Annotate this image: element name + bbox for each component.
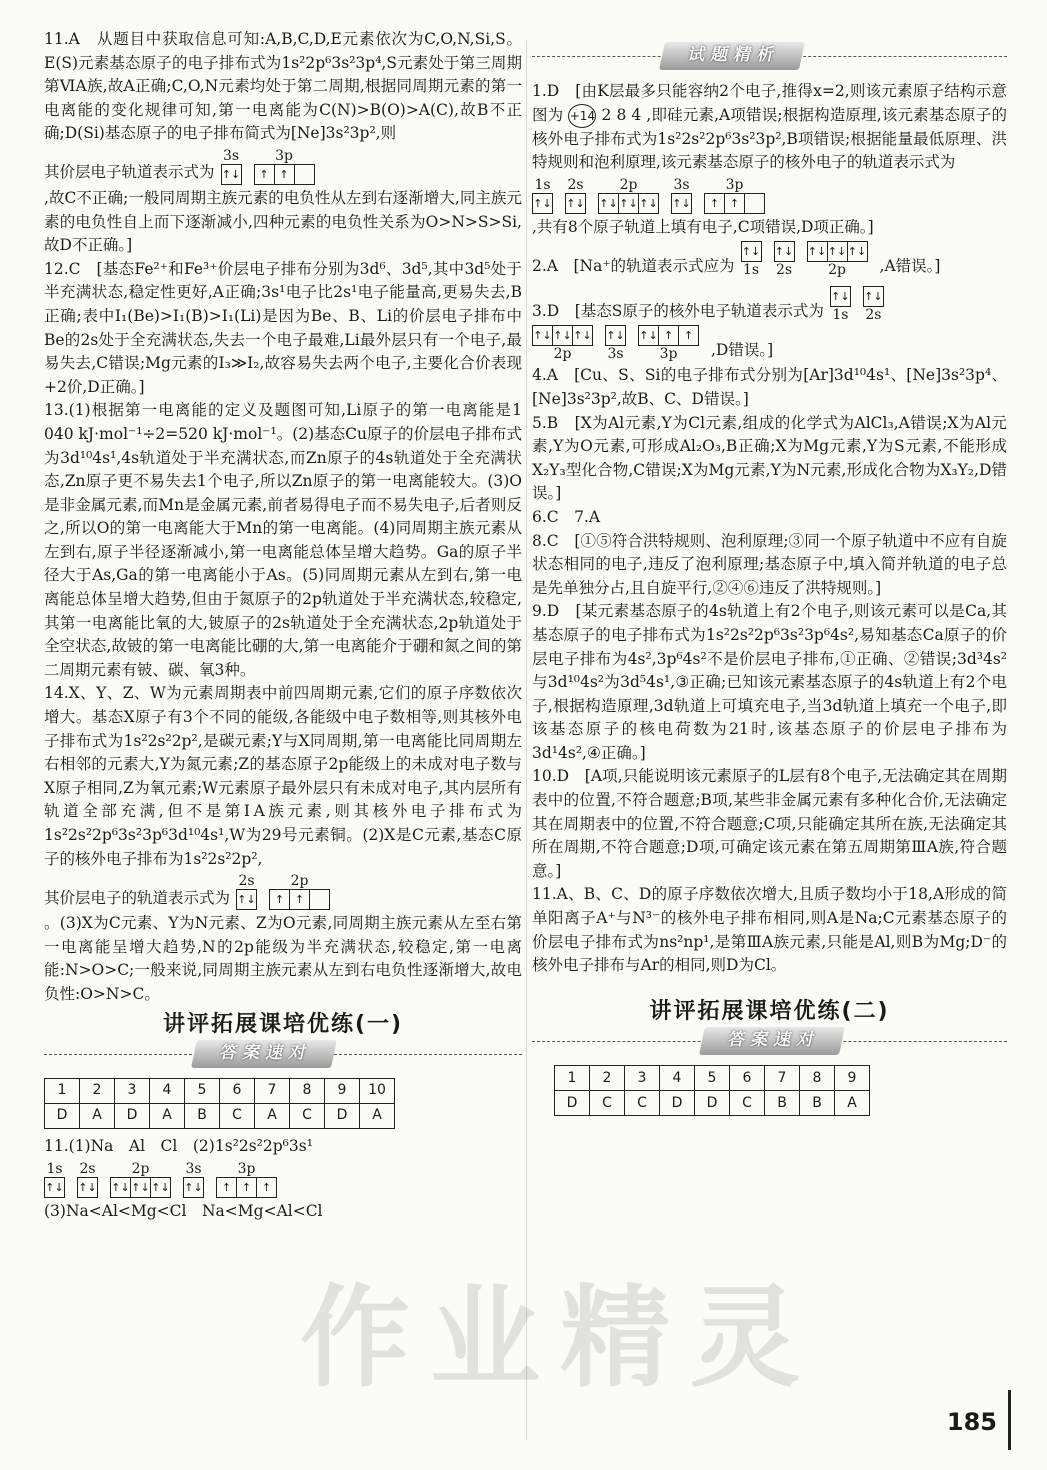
- table-row: D A D A B C A C D A: [45, 1104, 395, 1129]
- section-title-1: 讲评拓展课培优练(一): [162, 1011, 404, 1037]
- answer-table-1: [44, 1078, 395, 1129]
- orbital-label: 2s: [238, 873, 255, 890]
- answer-r9: 9.D [某元素基态原子的4s轨道上有2个电子,则该元素可以是Ca,其基态原子的电子排布式为1s²2s²2p⁶3s²3p⁶4s²,易知基态Ca原子的价层电子排布为4s²,3p⁶4s²不是价层电子排布,①正确、②错误;3d³4s²与3d¹⁰4s²为3d⁵4s¹,③正确;已知该元素基态原子的4s轨道上有2个电子,根据构造原理,3d轨道上可填充电子,当3d轨道上填充一个电子,即该基态原子的核电荷数为21时,该基态原子的价层电子排布为3d¹4s²,④正确。]: [532, 602, 1007, 762]
- answer-table-2: [554, 1065, 870, 1116]
- answer-11: 11.A 从题目中获取信息可知:A,B,C,D,E元素依次为C,O,N,Si,S。E(S)元素基态原子的电子排布式为1s²2p⁶3s²3p⁴,S元素处于第三周期第ⅥA族,故A正确;C,O,N元素均处于第二周期,根据同周期元素的第一电离能的变化规律可知,第一电离能为C(N)>B(O)>A(C),故B不正确;D(Si)基态原子的电子排布简式为[Ne]3s²3p²,则: [44, 30, 522, 143]
- answer-r1-tail: ,共有8个原子轨道上填有电子,C项错误,D项正确。]: [532, 217, 874, 236]
- answer-banner-2: [532, 1027, 1007, 1057]
- banner-label: 答案速对: [699, 1027, 845, 1055]
- table-row: 1 2 3 4 5 6 7 8 9: [555, 1066, 870, 1091]
- answer-r5: 5.B [X为Al元素,Y为Cl元素,组成的化学式为AlCl₃,A错误;X为Al元素,Y为O元素,可形成Al₂O₃,B正确;X为Mg元素,Y为S元素,不能形成X₂Y₃型化合物,C错误;X为Mg元素,Y为N元素,形成化合物为X₃Y₂,D错误。]: [532, 413, 1007, 503]
- orbital-box: ↑↓: [221, 167, 241, 181]
- answer-r1-text: 1.D [由K层最多只能容纳2个电子,推得x=2,则该元素原子结构示意图为: [532, 82, 1007, 124]
- table-row: D C C D D C B B A: [555, 1091, 870, 1116]
- answer-r8: 8.C [①⑤符合洪特规则、泡利原理;③同一个原子轨道中不应有自旋状态相同的电子,违反了泡利原理;基态原子中,填入简并轨道的电子总是先单独分占,且自旋平行,②④⑥违反了洪特规则。]: [532, 531, 1007, 597]
- orbital-label: 2p: [290, 873, 309, 890]
- orbital-group: 2s ↑↓: [236, 873, 257, 910]
- orbital-diagram: 1s ↑↓ 2s ↑↓ 2p ↑↓ ↑↓ ↑↓ 3s ↑↓ 3p ↑ ↑: [532, 177, 1007, 214]
- answer-r4: 4.A [Cu、S、Si的电子排布式分别为[Ar]3d¹⁰4s¹、[Ne]3s²3p⁴、[Ne]3s²3p²,故B、C、D错误。]: [532, 366, 1007, 408]
- answer-11b-3: (3)Na<Al<Mg<Cl Na<Mg<Al<Cl: [44, 1201, 323, 1220]
- orbital-group: 3p ↑ ↑: [254, 148, 315, 185]
- answer-r2-text: 2.A [Na⁺的轨道表示式应为: [532, 256, 735, 275]
- answer-14-tail: 。(3)X为C元素、Y为N元素、Z为O元素,同周期主族元素从左至右第一电离能呈增大趋势,N的2p能级为半充满状态,较稳定,第一电离能:N>O>C;一般来说,同周期主族元素从左到右电负性逐渐增大,故电负性:O>N>C。: [44, 914, 522, 1003]
- orbital-diagram: [44, 148, 522, 185]
- banner-label: 答案速对: [191, 1040, 337, 1068]
- left-column: [44, 28, 522, 1223]
- answer-r2: 2.A [Na⁺的轨道表示式应为 ↑↓ 1s ↑↓ 2s ↑↓ ↑↓ ↑↓ 2p ,A错误。]: [532, 241, 1007, 278]
- orbital-prefix: 其价层电子轨道表示式为: [44, 163, 215, 182]
- answer-r3-tail: ,D错误。]: [711, 340, 774, 359]
- answer-r11: 11.A、B、C、D的原子序数依次增大,且质子数均小于18,A形成的简单阳离子A⁺与N³⁻的核外电子排布相同,则A是Na;C元素基态原子的价层电子排布式为ns²np¹,是第ⅢA族元素,只能是Al,则B为Mg;D⁻的核外电子排布与Ar的相同,则D为Cl。: [532, 885, 1007, 975]
- answer-banner-1: [44, 1040, 522, 1070]
- answer-11b: 11.(1)Na Al Cl (2)1s²2s²2p⁶3s¹: [44, 1137, 313, 1156]
- page-number: 185: [946, 1408, 997, 1436]
- orbital-label: 3p: [275, 147, 293, 164]
- answer-r3-text: 3.D [基态S原子的核外电子轨道表示式为: [532, 301, 824, 320]
- atom-nucleus: +14: [568, 104, 596, 128]
- orbital-diagram: 1s ↑↓ 2s ↑↓ 2p ↑↓ ↑↓ ↑↓ 3s ↑↓ 3p ↑ ↑ ↑: [44, 1161, 522, 1198]
- orbital-diagram: [44, 873, 522, 910]
- answer-r10: 10.D [A项,只能说明该元素原子的L层有8个电子,无法确定其在周期表中的位置,不符合题意;B项,某些非金属元素有多种化合价,无法确定其在周期表中的位置,不符合题意;C项,只能确定其所在族,无法确定其所在周期,不符合题意;D项,可确定该元素在第五周期第ⅢA族,符合题意。]: [532, 767, 1007, 880]
- right-column: [532, 44, 1007, 1116]
- watermark: 作业精灵: [300, 1274, 820, 1402]
- orbital-label: 3s: [222, 147, 240, 164]
- answer-11-tail: ,故C不正确;一般同周期主族元素的电负性从左到右逐渐增大,同主族元素的电负性自上而下逐渐减小,四种元素的电负性关系为O>N>S>Si,故D不正确。]: [44, 188, 522, 255]
- column-divider: [526, 40, 527, 1440]
- orbital-diagram: ↑↓ ↑↓ ↑↓ 2p ↑↓ 3s ↑↓ ↑ ↑ 3p ,D错误。]: [532, 325, 1007, 362]
- page-edge-rule: [1008, 1390, 1011, 1450]
- header-banner-label: 试题精析: [659, 42, 805, 70]
- answer-r6-7: 6.C 7.A: [532, 507, 601, 526]
- section-title-2: 讲评拓展课培优练(二): [649, 998, 890, 1024]
- answer-r1: [532, 80, 1007, 175]
- atom-shells: 2 8 4: [601, 105, 642, 124]
- answer-r2-tail: ,A错误。]: [879, 256, 941, 275]
- orbital-prefix: 其价层电子的轨道表示式为: [44, 888, 231, 907]
- answer-12: 12.C [基态Fe²⁺和Fe³⁺价层电子排布分别为3d⁶、3d⁵,其中3d⁵处于半充满状态,稳定性更好,A正确;3s¹电子比2s¹电子能量高,更易失去,B正确;表中I₁(Be)>I₁(B)>I₁(Li)是因为Be、B、Li的价层电子排布中Be的2s处于全充满状态,失去一个电子最难,Li最外层只有一个电子,最易失去,C错误;Mg元素的I₃≫I₂,故容易失去两个电子,主要化合价表现+2价,D正确。]: [44, 259, 522, 396]
- header-banner: [532, 42, 1007, 72]
- answer-r1-text-b: ,即硅元素,A项错误;根据构造原理,该元素基态原子的核外电子排布式为1s²2s²2p⁶3s²3p²,B项错误;根据能量最低原理、洪特规则和泡利原理,该元素基态原子的核外电子的轨道表示式为: [532, 105, 1007, 172]
- answer-14: 14.X、Y、Z、W为元素周期表中前四周期元素,它们的原子序数依次增大。基态X原子有3个不同的能级,各能级中电子数相等,则其核外电子排布式为1s²2s²2p²,是碳元素;Y与X同周期,第一电离能比同周期左右相邻的元素大,Y为氮元素;Z的基态原子2p能级上的未成对电子数与X原子相同,Z为氧元素;W元素原子最外层只有未成对电子,其内层所有轨道全部充满,但不是第ⅠA族元素,则其核外电子排布式为1s²2s²2p⁶3s²3p⁶3d¹⁰4s¹,W为29号元素铜。(2)X是C元素,基态C原子的核外电子排布为1s²2s²2p²,: [44, 684, 522, 868]
- answer-r3: 3.D [基态S原子的核外电子轨道表示式为 ↑↓ 1s ↑↓ 2s: [532, 286, 1007, 323]
- orbital-group: [221, 148, 242, 185]
- orbital-group: 2p ↑ ↑: [269, 873, 330, 910]
- table-row: 1 2 3 4 5 6 7 8 9 10: [45, 1079, 395, 1104]
- answer-13: 13.(1)根据第一电离能的定义及题图可知,Li原子的第一电离能是1 040 kJ·mol⁻¹÷2=520 kJ·mol⁻¹。(2)基态Cu原子的价层电子排布式为3d¹⁰4s¹,4s轨道处于半充满状态,而Zn原子的4s轨道处于全充满状态,Zn原子更不易失去1个电子,所以Zn原子的第一电离能较大。(3)O是非金属元素,而Mn是金属元素,前者易得电子而不易失电子,后者则反之,所以O的第一电离能大于Mn的第一电离能。(4)同周期主族元素从左到右,原子半径逐渐减小,第一电离能总体呈增大趋势。Ga的原子半径大于As,Ga的第一电离能小于As。(5)同周期元素从左到右,第一电离能总体呈增大趋势,但由于氮原子的2p轨道处于半充满状态,较稳定,其第一电离能比氧的大,铍原子的2s轨道处于全充满状态,2p轨道处于全空状态,故铍的第一电离能比硼的大,第一电离能介于硼和氮之间的第二周期元素有铍、碳、氧3种。: [44, 401, 522, 679]
